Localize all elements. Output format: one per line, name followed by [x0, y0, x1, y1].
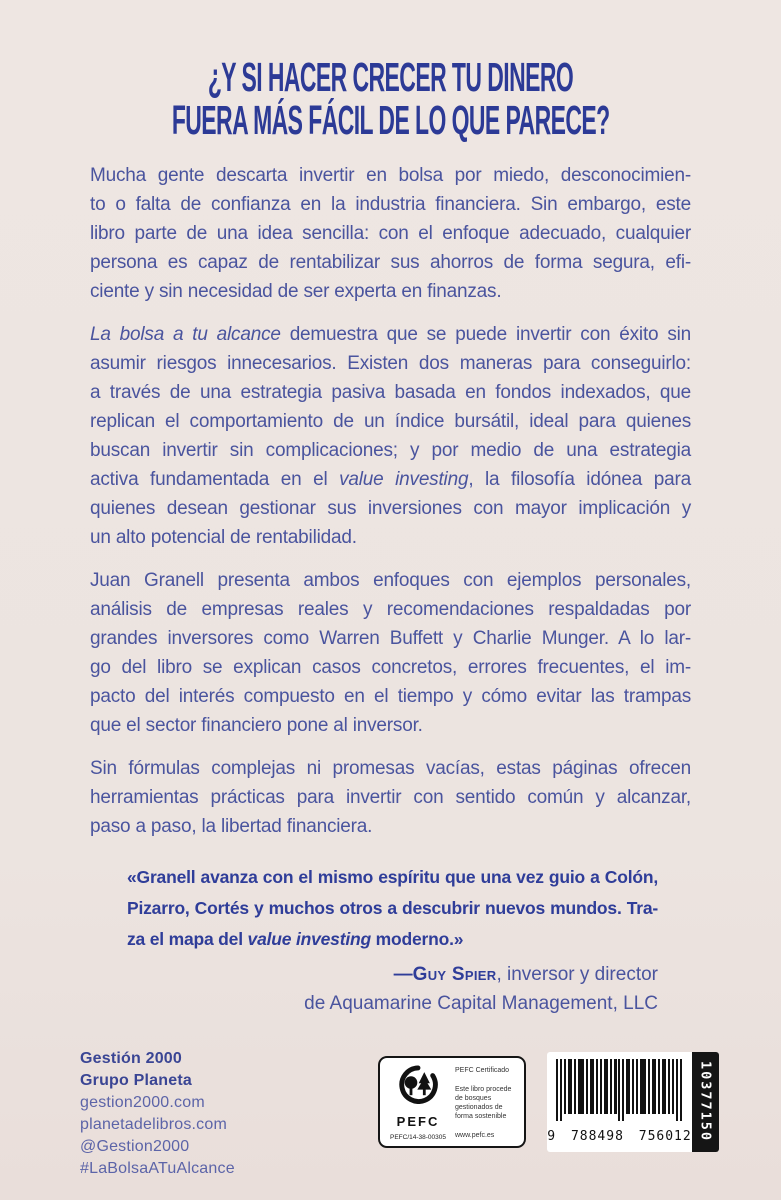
text-line — [90, 465, 691, 494]
publisher-line: #LaBolsaATuAlcance — [80, 1160, 235, 1177]
text-line — [90, 754, 691, 783]
text-segment: Sin fórmulas complejas ni promesas vacías, estas páginas ofrecen — [90, 758, 691, 779]
text-segment: persona es capaz de rentabilizar sus ahorros de forma segura, efi- — [90, 252, 691, 273]
pefc-certified-label: PEFC Certificado — [455, 1067, 510, 1074]
text-line — [90, 248, 691, 277]
paragraph — [90, 320, 691, 552]
text-line — [90, 624, 691, 653]
text-segment: ciente y sin necesidad de ser experta en finanzas. — [90, 281, 502, 302]
product-code-strip — [692, 1052, 719, 1152]
text-segment: quienes desean gestionar sus inversiones con mayor implicación y — [90, 498, 691, 519]
paragraph — [90, 161, 691, 306]
text-segment: replican el comportamiento de un índice bursátil, ideal para quienes — [90, 411, 691, 432]
text-line — [90, 682, 691, 711]
text-line — [90, 436, 691, 465]
product-code: 10377150 — [697, 1061, 714, 1143]
text-line — [90, 566, 691, 595]
barcode-number: 9 788498 756012 — [547, 1129, 692, 1144]
endorser-role: , inversor y director — [496, 964, 658, 985]
pefc-certification-label — [378, 1056, 526, 1148]
text-segment: libro parte de una idea sencilla: con el enfoque adecuado, cualquier — [90, 223, 691, 244]
italic-text: La bolsa a tu alcance — [90, 324, 281, 345]
text-line — [90, 320, 691, 349]
text-segment: paso a paso, la libertad financiera. — [90, 816, 373, 837]
barcode-bars — [554, 1059, 686, 1128]
attribution-dash: — — [393, 964, 413, 985]
text-segment: «Granell avanza con el mismo espíritu que una vez guio a Colón, — [127, 867, 658, 887]
text-segment: pacto del interés compuesto en el tiempo y cómo evitar las trampas — [90, 686, 691, 707]
pefc-trees-icon — [397, 1064, 439, 1109]
text-segment: to o falta de confianza en la industria financiera. Sin embargo, este — [90, 194, 691, 215]
pefc-wordmark: PEFC — [396, 1114, 440, 1129]
text-segment: grandes inversores como Warren Buffett y Charlie Munger. A lo lar- — [90, 628, 691, 649]
text-line — [127, 924, 658, 955]
pefc-cert-number: PEFC/14-38-00305 — [389, 1134, 446, 1141]
endorser-name: Guy Spier — [412, 964, 497, 985]
text-segment: moderno.» — [370, 929, 464, 949]
synopsis — [90, 161, 691, 855]
text-segment: buscan invertir sin complicaciones; y por medio de una estrategia — [90, 440, 691, 461]
publisher-line: planetadelibros.com — [80, 1116, 227, 1133]
text-segment: demuestra que se puede invertir con éxito sin — [280, 324, 692, 345]
text-line — [90, 595, 691, 624]
text-segment: que el sector financiero pone al inversor. — [90, 715, 423, 736]
publisher-line: @Gestion2000 — [80, 1138, 190, 1155]
text-line — [90, 812, 691, 841]
pefc-description: Este libro procede de bosques gestionados de forma sostenible — [455, 1086, 512, 1120]
isbn-barcode — [547, 1052, 719, 1152]
attribution-line-1 — [127, 960, 658, 989]
text-line — [127, 893, 658, 924]
text-segment: Pizarro, Cortés y muchos otros a descubrir nuevos mundos. Tra- — [127, 898, 658, 918]
text-segment: un alto potencial de rentabilidad. — [90, 527, 357, 548]
text-line — [90, 190, 691, 219]
text-segment: herramientas prácticas para invertir con sentido común y alcanzar, — [90, 787, 691, 808]
text-line — [90, 378, 691, 407]
publisher-line: Gestión 2000 — [80, 1050, 183, 1067]
text-segment: Mucha gente descarta invertir en bolsa por miedo, desconocimien- — [90, 165, 691, 186]
text-segment: go del libro se explican casos concretos, errores frecuentes, el im- — [90, 657, 691, 678]
text-line — [90, 523, 691, 552]
text-line — [90, 783, 691, 812]
text-line — [127, 862, 658, 893]
pefc-logo-block — [388, 1064, 448, 1141]
barcode-main — [547, 1052, 692, 1152]
text-line — [90, 219, 691, 248]
publisher-line: gestion2000.com — [80, 1094, 205, 1111]
text-segment: Juan Granell presenta ambos enfoques con ejemplos personales, — [90, 570, 691, 591]
text-line — [90, 161, 691, 190]
text-segment: , la filosofía idónea para — [468, 469, 691, 490]
text-line — [90, 653, 691, 682]
headline-line-1: ¿Y SI HACER CRECER TU DINERO — [207, 54, 574, 100]
headline — [0, 56, 781, 142]
text-line — [90, 407, 691, 436]
text-line — [90, 277, 691, 306]
headline-line-2: FUERA MÁS FÁCIL DE LO QUE PARECE? — [171, 97, 610, 143]
text-line — [90, 494, 691, 523]
pefc-text-block — [455, 1064, 516, 1141]
attribution-line-2: de Aquamarine Capital Management, LLC — [304, 993, 658, 1014]
text-line — [90, 349, 691, 378]
text-segment: asumir riesgos innecesarios. Existen dos maneras para conseguirlo: — [90, 353, 691, 374]
text-segment: a través de una estrategia pasiva basada en fondos indexados, que — [90, 382, 691, 403]
paragraph — [90, 754, 691, 841]
publisher-line: Grupo Planeta — [80, 1072, 192, 1089]
text-segment: análisis de empresas reales y recomendaciones respaldadas por — [90, 599, 691, 620]
pefc-url: www.pefc.es — [455, 1132, 495, 1139]
text-segment: za el mapa del — [127, 929, 248, 949]
endorsement-quote — [127, 862, 658, 955]
quote-attribution — [127, 960, 658, 1018]
italic-text: value investing — [339, 469, 469, 490]
text-line — [90, 711, 691, 740]
publisher-info — [80, 1048, 235, 1180]
text-segment: activa fundamentada en el — [90, 469, 340, 490]
italic-text: value investing — [247, 929, 371, 949]
paragraph — [90, 566, 691, 740]
